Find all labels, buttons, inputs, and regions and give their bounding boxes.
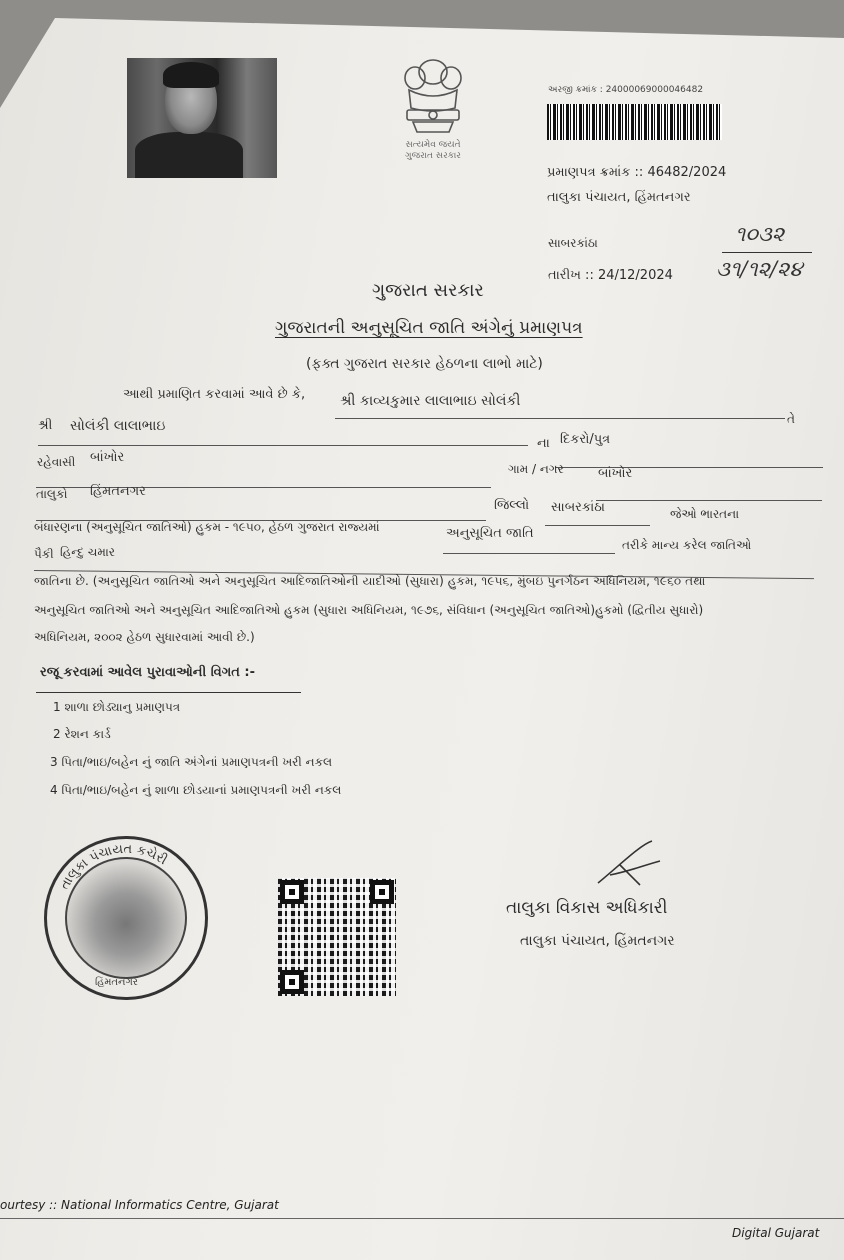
taluka-label: તાલુકો <box>36 487 68 501</box>
gov-title: ગુજરાત સરકાર <box>372 280 484 301</box>
signature-mark <box>590 835 670 895</box>
name-line <box>335 418 785 419</box>
emblem-gov: ગુજરાત સરકાર <box>405 151 461 161</box>
applicant-name: શ્રી કાવ્યકુમાર લાલાભાઇ સોલંકી <box>340 393 521 409</box>
seal-text-bottom: હિંમતનગર <box>95 977 138 988</box>
who-india: જેઓ ભારતના <box>670 507 740 521</box>
photo-hair <box>163 62 219 88</box>
para-line-3: અધિનિયમ, ૨૦૦૨ હેઠળ સુધારવામાં આવી છે.) <box>34 630 255 644</box>
district-label: જિલ્લો <box>494 498 530 513</box>
qr-code <box>278 878 396 996</box>
resident-label: રહેવાસી <box>37 455 76 469</box>
district-value: સાબરકાંઠા <box>551 500 605 515</box>
intro-label: આથી પ્રમાણિત કરવામાં આવે છે કે, <box>123 387 306 402</box>
certificate-subtitle: (ફક્ત ગુજરાત સરકાર હેઠળના લાભો માટે) <box>306 356 543 372</box>
applicant-photo <box>127 58 277 178</box>
seal-text-top: તાલુકા પંચાયત કચેરી <box>57 841 170 893</box>
certificate-title: ગુજરાતની અનુસૂચિત જાતિ અંગેનું પ્રમાણપત્ર <box>275 318 583 338</box>
resident-value: બાંખોર <box>90 450 125 465</box>
handwritten-date: ૩૧/૧૨/૨૪ <box>716 257 803 281</box>
seal-ring-text <box>47 839 205 997</box>
relation-line <box>555 467 823 468</box>
evidence-heading-line <box>36 692 301 693</box>
district-line <box>545 525 650 526</box>
evidence-item-4: 4 પિતા/ભાઇ/બહેન નું શાળા છોડયાનાં પ્રમાણપત્રની ખરી નકલ <box>50 783 342 797</box>
name-suffix: તે <box>787 412 795 426</box>
handwritten-number: ૧૦૩૨ <box>735 222 785 246</box>
father-line <box>38 445 528 446</box>
village-line <box>596 500 822 501</box>
relation-label: ના <box>537 436 550 451</box>
footer-brand: Digital Gujarat <box>732 1226 820 1240</box>
qr-finder-tl <box>280 880 304 904</box>
svg-text:તાલુકા પંચાયત કચેરી <box>57 842 170 892</box>
evidence-item-1: 1 શાળા છોડ્યાનુ પ્રમાણપત્ર <box>53 700 181 714</box>
evidence-item-3: 3 પિતા/ભાઇ/બહેન નું જાતિ અંગેનાં પ્રમાણપત્રની ખરી નકલ <box>50 755 333 769</box>
village-value: બાંખોર <box>598 466 633 481</box>
header-office: તાલુકા પંચાયત, હિંમતનગર <box>547 190 691 205</box>
recognized-text: તરીકે માન્ય કરેલ જાતિઓ <box>622 538 752 552</box>
category-value: અનુસૂચિત જાતિ <box>446 526 534 541</box>
handwritten-underline <box>722 252 812 253</box>
issue-date: તારીખ :: 24/12/2024 <box>548 268 673 283</box>
signatory-designation: તાલુકા વિકાસ અધિકારી <box>506 898 668 918</box>
para-line-2: અનુસૂચિત જાતિઓ અને અનુસૂચિત આદિજાતિઓ હુકમ (સુધારા અધિનિયમ, ૧૯૭૬, સંવિધાન (અનુસૂચિત જાતિઓ)હુકમો (દ્વિતીય સુધારો) <box>34 603 704 617</box>
evidence-heading: રજૂ કરવામાં આવેલ પુરાવાઓની વિગત :- <box>40 665 255 680</box>
qr-finder-tr <box>370 880 394 904</box>
para-line-1: જાતિના છે. (અનુસૂચિત જાતિઓ અને અનુસૂચિત આદિજાતિઓની યાદીઓ (સુધારા) હુકમ, ૧૯૫૬, મુંબઇ પુનર્ગઠન અધિનિયમ, ૧૯૬૦ તથા <box>34 574 706 588</box>
caste-value: હિન્દુ ચમાર <box>60 545 115 559</box>
evidence-item-2: 2 રેશન કાર્ડ <box>53 727 111 741</box>
father-prefix: શ્રી <box>38 418 53 433</box>
photo-shirt <box>135 132 243 178</box>
emblem-motto: સત્યમેવ જયતે <box>405 140 461 150</box>
footer-line <box>0 1218 844 1219</box>
certificate-number: પ્રમાણપત્ર ક્રમાંક :: 46482/2024 <box>547 165 727 180</box>
father-name: સોલંકી લાલાભાઇ <box>70 418 166 434</box>
barcode <box>547 104 722 140</box>
signatory-office: તાલુકા પંચાયત, હિંમતનગર <box>520 933 675 949</box>
state-emblem-icon <box>393 50 473 138</box>
footer-courtesy: ourtesy :: National Informatics Centre, Gujarat <box>0 1198 279 1212</box>
office-seal <box>44 836 208 1000</box>
emblem-caption <box>393 140 473 162</box>
qr-finder-bl <box>280 970 304 994</box>
relation-value: દિકરો/પુત્ર <box>560 432 611 447</box>
application-number: અરજી ક્રમાંક : 24000069000046482 <box>548 85 704 95</box>
village-label: ગામ / નગર <box>508 462 564 476</box>
taluka-value: હિંમતનગર <box>90 484 146 499</box>
among-label: પૈકી <box>34 547 54 561</box>
header-district: સાબરકાંઠા <box>548 236 598 250</box>
category-line <box>443 553 615 554</box>
constitution-text: બંધારણના (અનુસૂચિત જાતિઓ) હુકમ - ૧૯૫૦, હેઠળ ગુજરાત રાજ્યમાં <box>34 520 380 534</box>
